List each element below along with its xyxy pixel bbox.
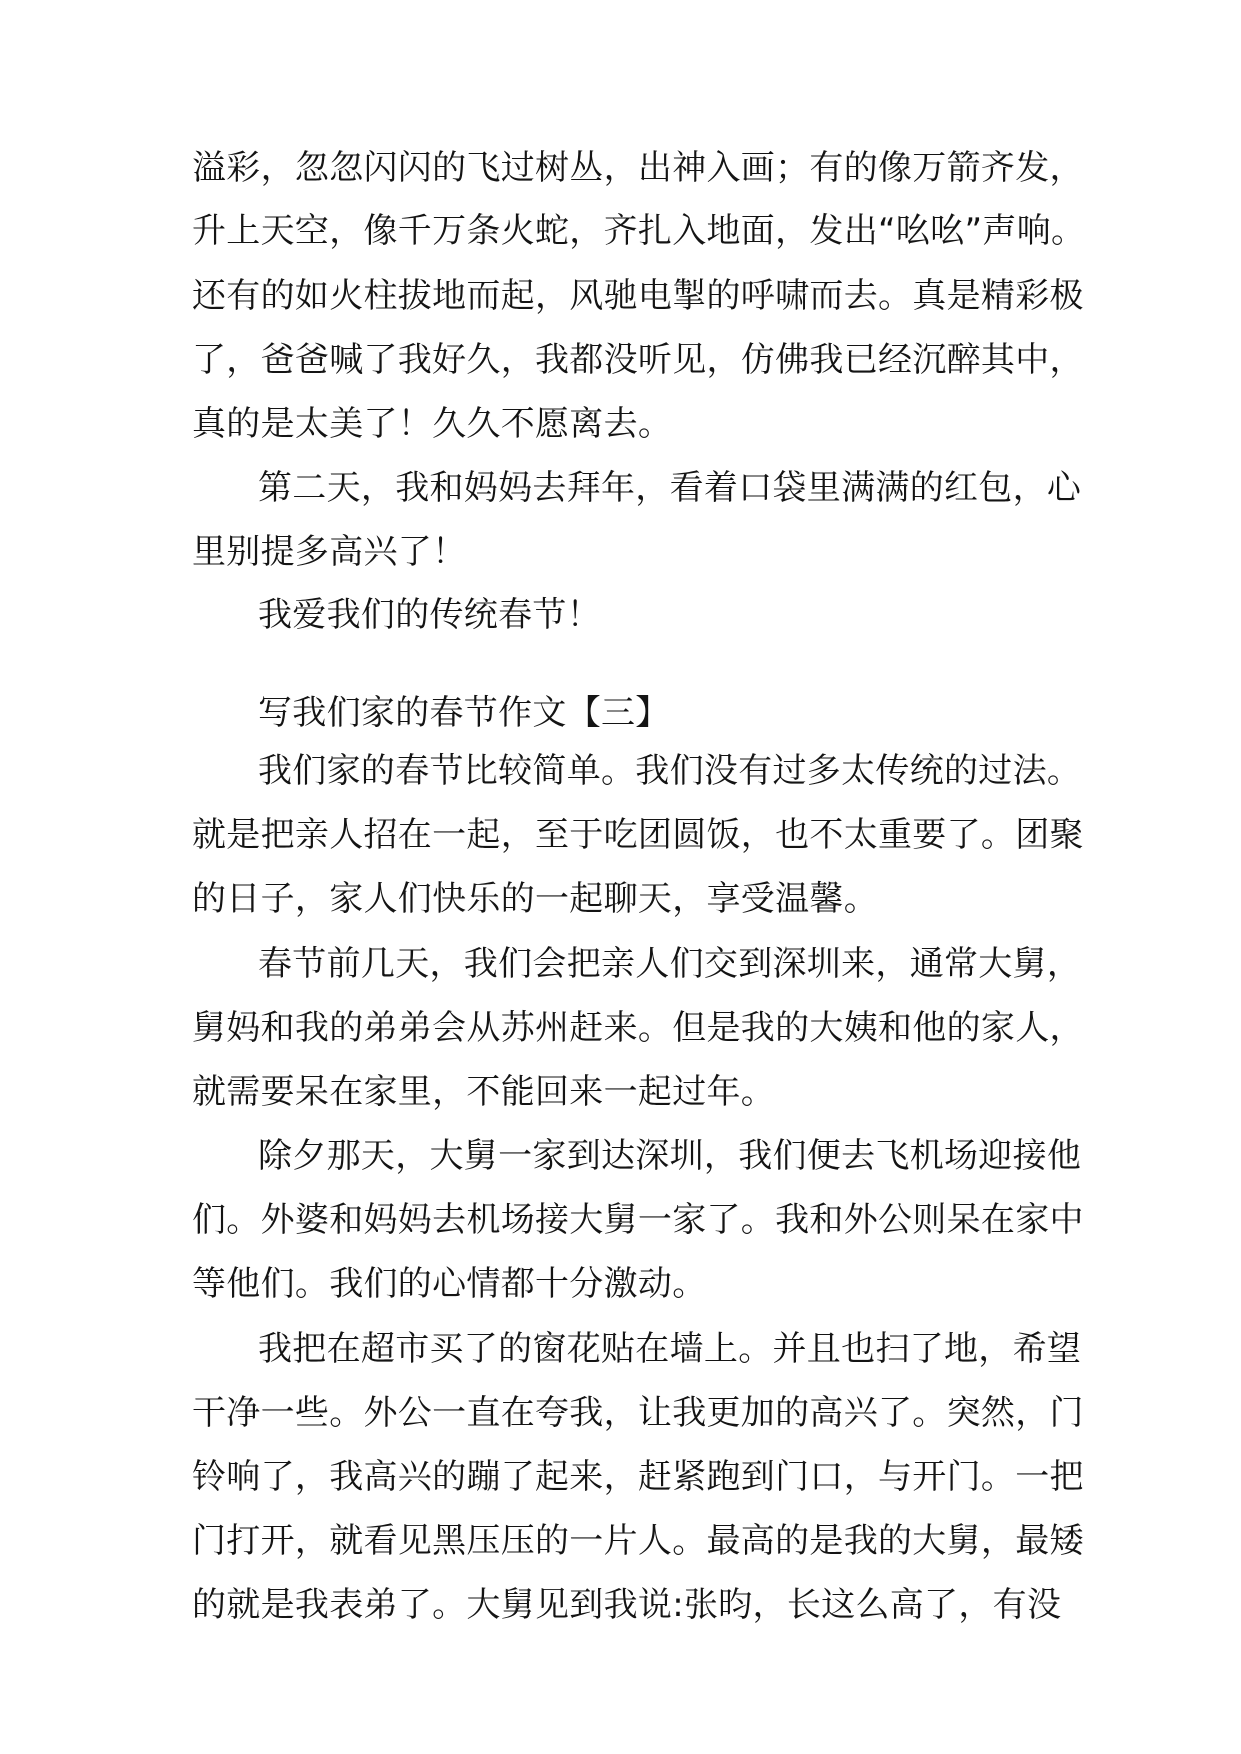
text-line: 溢彩，忽忽闪闪的飞过树丛，出神入画；有的像万箭齐发， xyxy=(192,148,1084,188)
text-line: 还有的如火柱拔地而起，风驰电掣的呼啸而去。真是精彩极 xyxy=(192,276,1084,316)
text-line: 真的是太美了！久久不愿离去。 xyxy=(192,404,673,444)
text-line: 的就是我表弟了。大舅见到我说:张昀，长这么高了，有没 xyxy=(192,1585,1062,1625)
text-line: 我们家的春节比较简单。我们没有过多太传统的过法。 xyxy=(258,751,1082,791)
text-line: 门打开，就看见黑压压的一片人。最高的是我的大舅，最矮 xyxy=(192,1521,1084,1561)
text-line: 春节前几天，我们会把亲人们交到深圳来，通常大舅， xyxy=(258,944,1082,984)
text-line: 我把在超市买了的窗花贴在墙上。并且也扫了地，希望 xyxy=(258,1329,1082,1369)
text-line: 了，爸爸喊了我好久，我都没听见，仿佛我已经沉醉其中， xyxy=(192,340,1084,380)
text-line: 里别提多高兴了！ xyxy=(192,532,467,572)
text-line: 就需要呆在家里，不能回来一起过年。 xyxy=(192,1072,776,1112)
text-line: 们。外婆和妈妈去机场接大舅一家了。我和外公则呆在家中 xyxy=(192,1200,1084,1240)
text-line: 等他们。我们的心情都十分激动。 xyxy=(192,1264,707,1304)
text-line: 升上天空，像千万条火蛇，齐扎入地面，发出“吆吆”声响。 xyxy=(192,211,1086,251)
text-line: 的日子，家人们快乐的一起聊天，享受温馨。 xyxy=(192,879,878,919)
text-line: 舅妈和我的弟弟会从苏州赶来。但是我的大姨和他的家人， xyxy=(192,1008,1084,1048)
section-heading: 写我们家的春节作文【三】 xyxy=(258,693,670,733)
text-line: 铃响了，我高兴的蹦了起来，赶紧跑到门口，与开门。一把 xyxy=(192,1457,1084,1497)
text-line: 除夕那天，大舅一家到达深圳，我们便去飞机场迎接他 xyxy=(258,1136,1082,1176)
text-line: 我爱我们的传统春节！ xyxy=(258,595,601,635)
text-line: 第二天，我和妈妈去拜年，看着口袋里满满的红包，心 xyxy=(258,468,1082,508)
text-line: 就是把亲人招在一起，至于吃团圆饭，也不太重要了。团聚 xyxy=(192,815,1084,855)
text-line: 干净一些。外公一直在夸我，让我更加的高兴了。突然，门 xyxy=(192,1393,1084,1433)
